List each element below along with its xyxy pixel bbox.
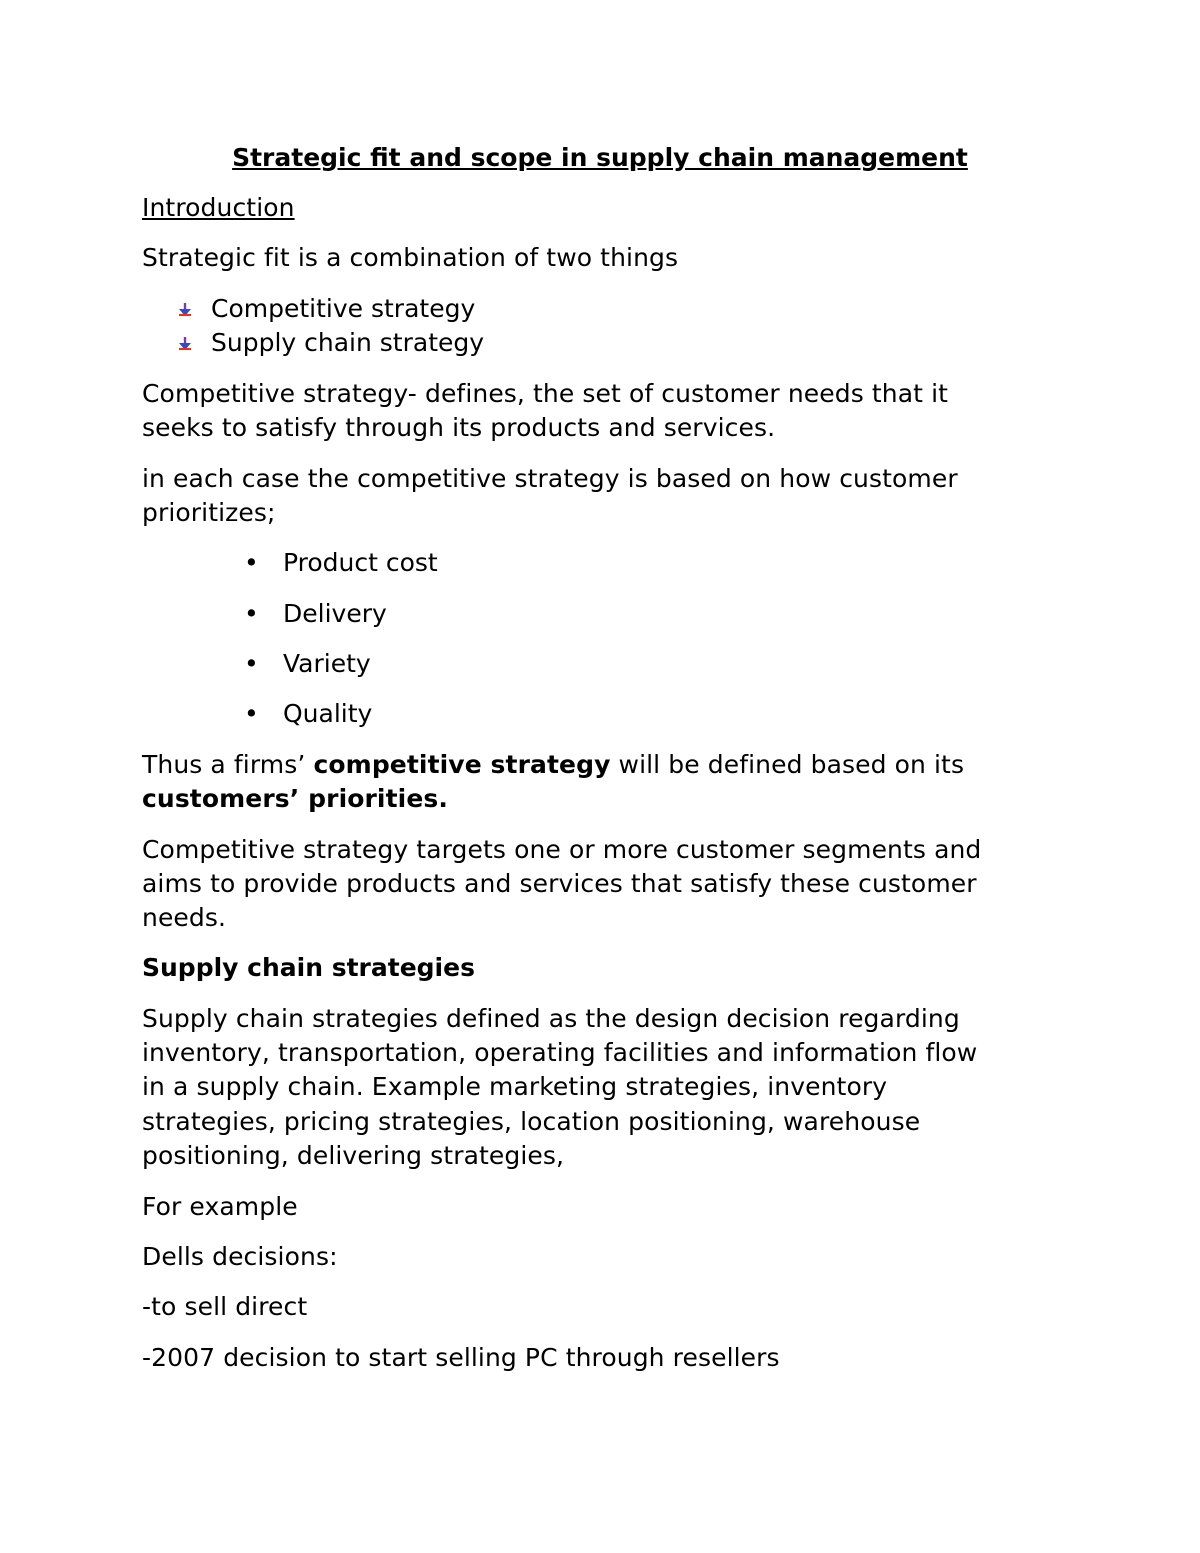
case-text-line: in each case the competitive strategy is based on how customer [142, 464, 958, 493]
thus-bold-line: customers’ priorities. [142, 784, 448, 813]
strategy-list-label: Supply chain strategy [211, 328, 485, 357]
case-text-line: prioritizes; [142, 498, 276, 527]
competitive-def-line: Competitive strategy- defines, the set of customer needs that it [142, 379, 949, 408]
sc-text-line: positioning, delivering strategies, [142, 1141, 565, 1170]
sc-text-line: Supply chain strategies defined as the design decision regarding [142, 1004, 960, 1033]
bullet-dot: • [244, 548, 259, 577]
sc-text-line: strategies, pricing strategies, location positioning, warehouse [142, 1107, 921, 1136]
targets-text-line: Competitive strategy targets one or more customer segments and [142, 835, 982, 864]
intro-text: Strategic fit is a combination of two things [142, 243, 679, 272]
thus-text: Thus a firms’ [142, 750, 314, 779]
bullet-dot: • [244, 649, 259, 678]
sc-text-line: inventory, transportation, operating facilities and information flow [142, 1038, 978, 1067]
decision-item: -to sell direct [142, 1292, 308, 1321]
bullet-dot: • [244, 599, 259, 628]
priority-label: Product cost [283, 548, 438, 577]
targets-text-line: aims to provide products and services that satisfy these customer [142, 869, 977, 898]
targets-text-line: needs. [142, 903, 227, 932]
priority-label: Variety [283, 649, 371, 678]
thus-bold-text: competitive strategy [313, 750, 611, 779]
decision-item: -2007 decision to start selling PC through resellers [142, 1343, 780, 1372]
strategy-list-label: Competitive strategy [211, 294, 476, 323]
thus-line [142, 748, 964, 782]
sc-heading: Supply chain strategies [142, 953, 475, 982]
competitive-def-line: seeks to satisfy through its products and services. [142, 413, 776, 442]
dells-text: Dells decisions: [142, 1242, 338, 1271]
priority-label: Delivery [283, 599, 387, 628]
arrow-bullet-icon [176, 336, 194, 352]
for-example-text: For example [142, 1192, 298, 1221]
priority-label: Quality [283, 699, 373, 728]
thus-text: will be defined based on its [610, 750, 965, 779]
document-title: Strategic fit and scope in supply chain management [232, 143, 968, 172]
intro-heading: Introduction [142, 193, 295, 222]
bullet-dot: • [244, 699, 259, 728]
sc-text-line: in a supply chain. Example marketing strategies, inventory [142, 1072, 888, 1101]
arrow-bullet-icon [176, 302, 194, 318]
